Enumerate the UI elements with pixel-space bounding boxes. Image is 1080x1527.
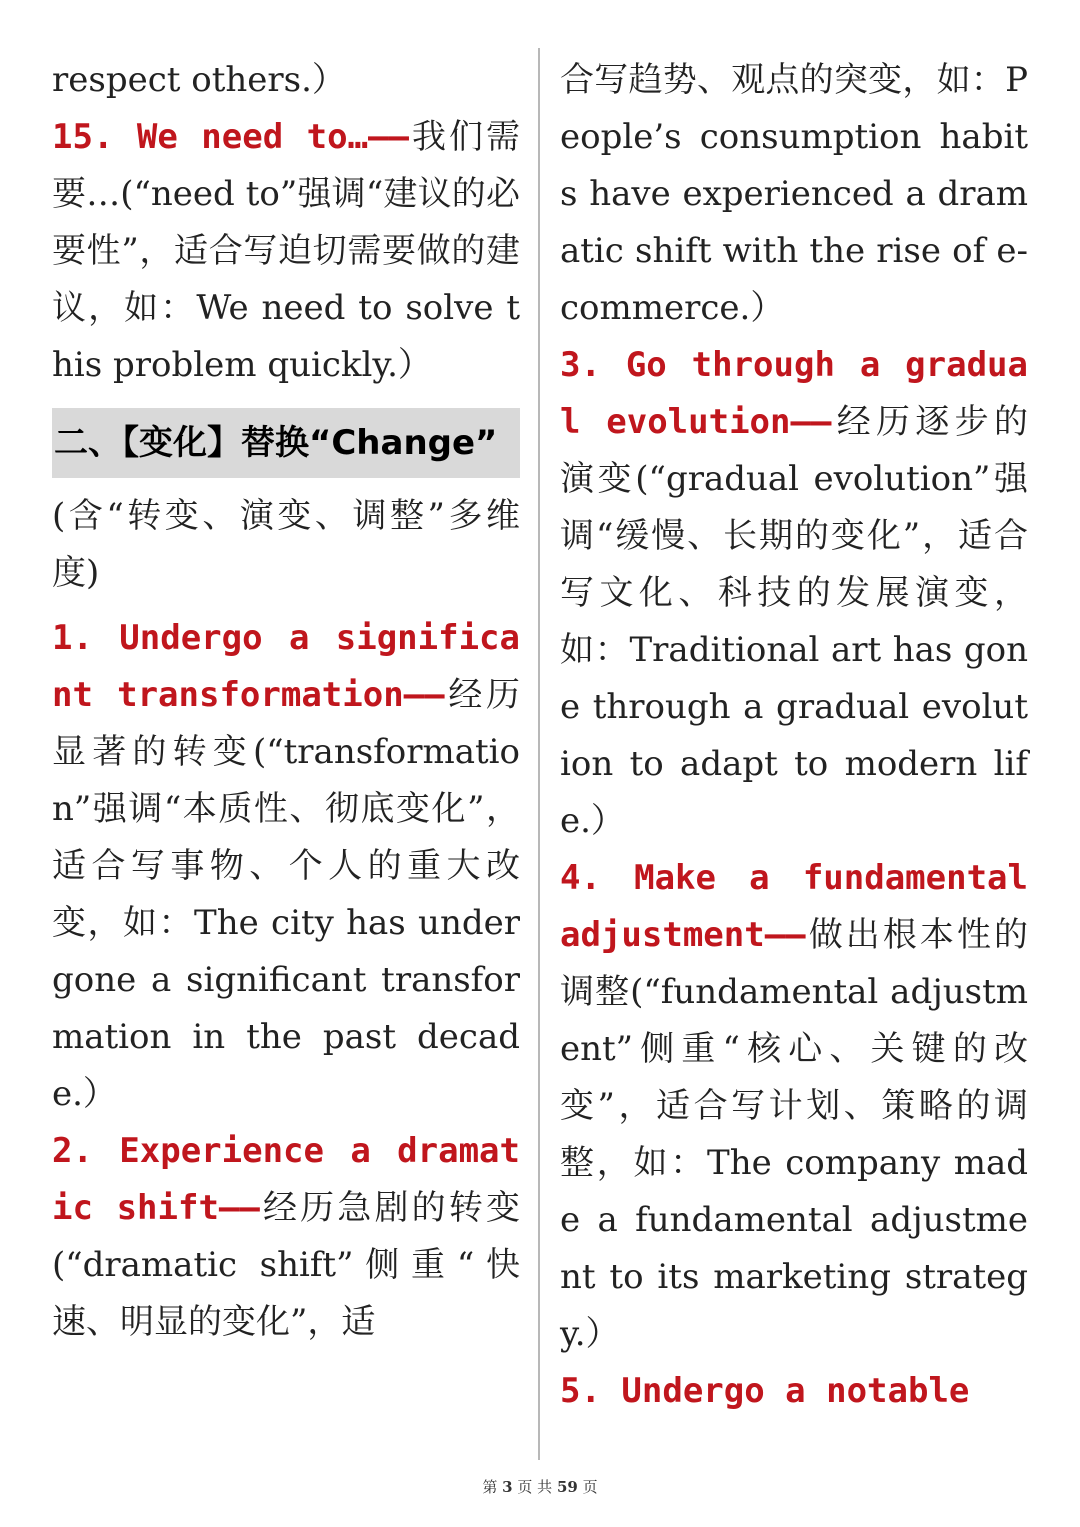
entry-5 bbox=[560, 1363, 1028, 1420]
page-footer bbox=[0, 1476, 1080, 1497]
entry-2 bbox=[52, 1123, 520, 1351]
section-heading: 二、【变化】替换“Change” bbox=[52, 408, 520, 478]
entry-3-meaning: 经历逐步的演变(“gradual evolution”强调“缓慢、长期的变化”，适合写文化、科技的发展演变，如：Traditional art has gone through a gradual evolution to adapt to modern life.） bbox=[560, 402, 1028, 841]
right-column bbox=[560, 52, 1028, 1420]
footer-page-number: 3 bbox=[502, 1478, 513, 1496]
footer-prefix: 第 bbox=[482, 1478, 498, 1496]
entry-2-continued: 合写趋势、观点的突变，如：People’s consumption habits have experienced a dramatic shift with the rise of e-commerce.） bbox=[560, 60, 1028, 328]
entry-2-meaning: 经历急剧的转变(“dramatic shift”侧重“快速、明显的变化”，适 bbox=[52, 1188, 520, 1342]
entry-4-phrase: 4. Make a fundamental adjustment—— bbox=[560, 858, 1028, 955]
entry-1-phrase: 1. Undergo a significant transformation—— bbox=[52, 618, 520, 715]
intro-tail: respect others.） bbox=[52, 60, 346, 100]
entry-3 bbox=[560, 337, 1028, 850]
entry-15-meaning: 我们需要…(“need to”强调“建议的必要性”，适合写迫切需要做的建议，如：We need to solve this problem quickly.） bbox=[52, 117, 520, 385]
left-column bbox=[52, 52, 520, 1351]
entry-3-phrase: 3. Go through a gradual evolution—— bbox=[560, 345, 1028, 442]
entry-15-phrase: 15. We need to…—— bbox=[52, 117, 409, 157]
entry-1-meaning: 经历显著的转变(“transformation”强调“本质性、彻底变化”，适合写事物、个人的重大改变，如：The city has undergone a significant transformation in the past decade.） bbox=[52, 675, 520, 1114]
entry-15 bbox=[52, 109, 520, 394]
section-subtitle: (含“转变、演变、调整”多维度) bbox=[52, 496, 520, 593]
entry-4-meaning: 做出根本性的调整(“fundamental adjustment”侧重“核心、关键的改变”，适合写计划、策略的调整，如：The company made a fundamental adjustment to its marketing strategy.） bbox=[560, 915, 1028, 1354]
entry-2-phrase: 2. Experience a dramatic shift—— bbox=[52, 1131, 520, 1228]
entry-1 bbox=[52, 610, 520, 1123]
entry-5-phrase: 5. Undergo a notable bbox=[560, 1371, 970, 1411]
footer-middle: 页 共 bbox=[517, 1478, 553, 1496]
column-divider bbox=[538, 48, 540, 1460]
footer-suffix: 页 bbox=[582, 1478, 598, 1496]
footer-total-pages: 59 bbox=[556, 1478, 578, 1496]
entry-4 bbox=[560, 850, 1028, 1363]
